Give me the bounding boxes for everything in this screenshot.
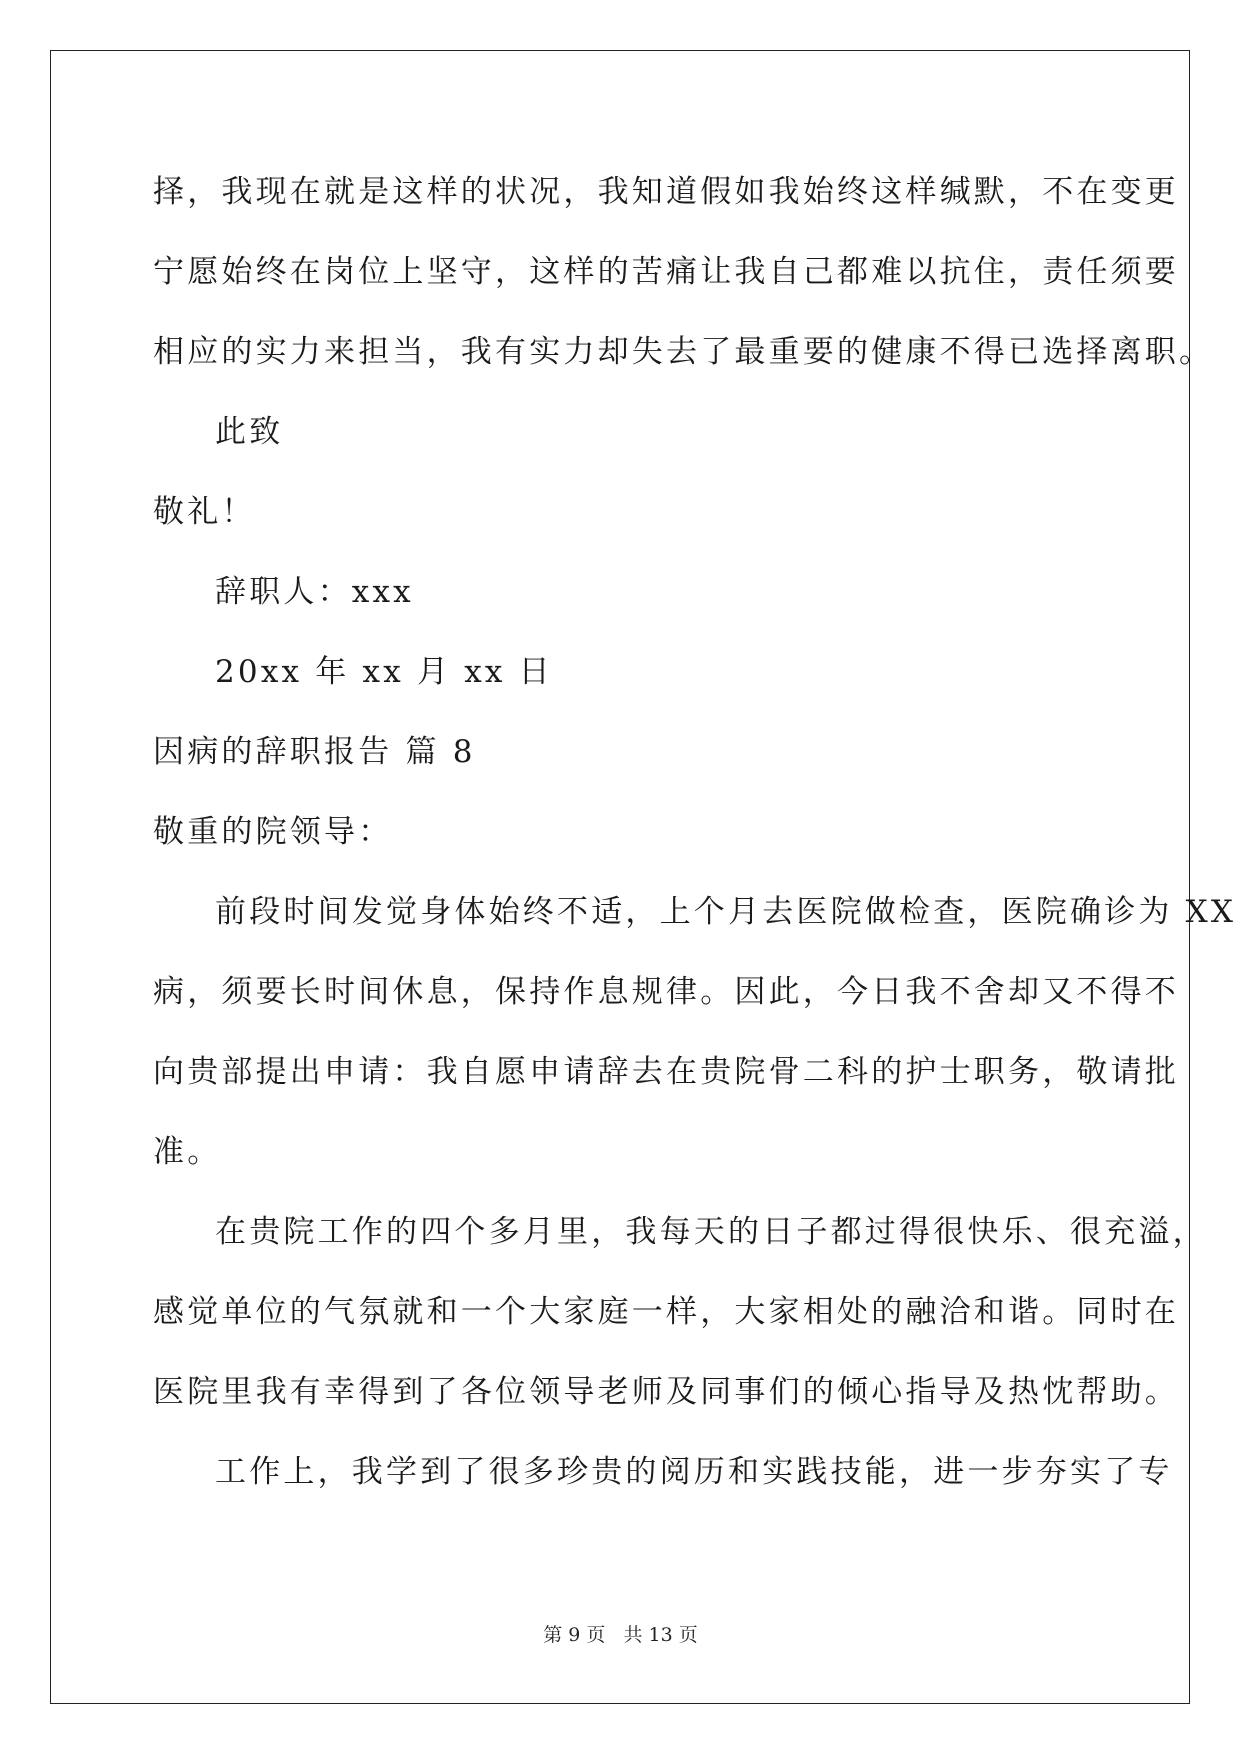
body-line-17: 工作上，我学到了很多珍贵的阅历和实践技能，进一步夯实了专	[215, 1454, 1173, 1490]
body-line-11: 病，须要长时间休息，保持作息规律。因此，今日我不舍却又不得不	[153, 974, 1179, 1010]
page-total: 共 13 页	[623, 1624, 698, 1646]
body-line-15: 感觉单位的气氛就和一个大家庭一样，大家相处的融洽和谐。同时在	[153, 1294, 1179, 1330]
body-line-2: 宁愿始终在岗位上坚守，这样的苦痛让我自己都难以抗住，责任须要	[153, 254, 1179, 290]
greeting: 敬重的院领导：	[153, 814, 393, 850]
body-line-10: 前段时间发觉身体始终不适，上个月去医院做检查，医院确诊为 XX	[215, 894, 1237, 930]
body-line-1: 择，我现在就是这样的状况，我知道假如我始终这样缄默，不在变更	[153, 174, 1179, 210]
body-line-14: 在贵院工作的四个多月里，我每天的日子都过得很快乐、很充溢，	[215, 1214, 1207, 1250]
page-footer	[0, 1620, 1241, 1647]
page-number: 第 9 页	[543, 1624, 606, 1646]
section-title: 因病的辞职报告 篇 8	[153, 734, 476, 770]
body-line-12: 向贵部提出申请：我自愿申请辞去在贵院骨二科的护士职务，敬请批	[153, 1054, 1179, 1090]
signer: 辞职人：xxx	[215, 574, 414, 610]
body-line-13: 准。	[153, 1134, 222, 1170]
body-line-3: 相应的实力来担当，我有实力却失去了最重要的健康不得已选择离职。	[153, 334, 1214, 370]
closing-regards: 敬礼！	[153, 494, 256, 530]
body-line-16: 医院里我有幸得到了各位领导老师及同事们的倾心指导及热忱帮助。	[153, 1374, 1179, 1410]
date-line: 20xx 年 xx 月 xx 日	[215, 654, 553, 690]
closing-salutation: 此致	[215, 414, 284, 450]
